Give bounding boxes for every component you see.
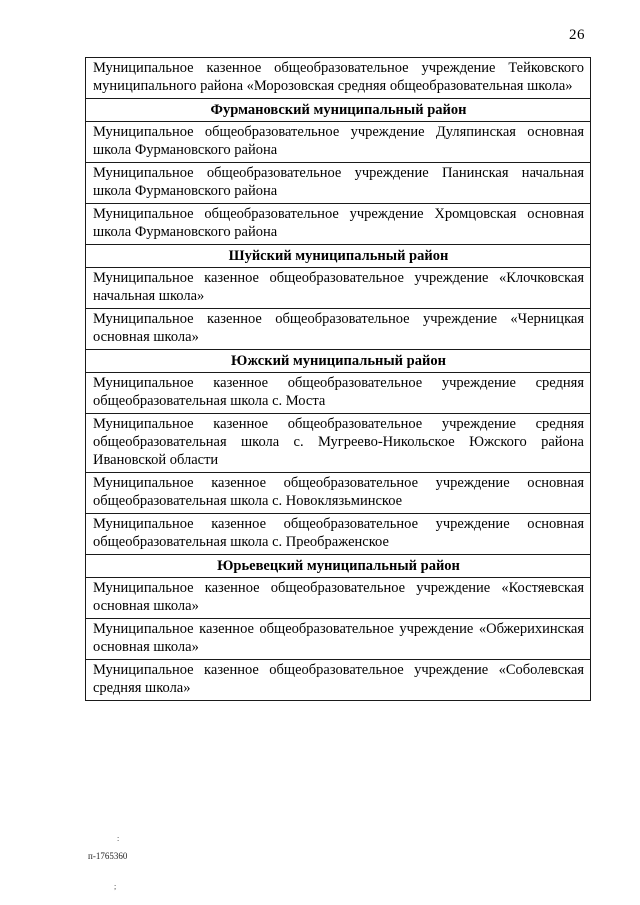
footer-scan-mark-top: : <box>117 834 120 843</box>
district-header-row: Юрьевецкий муниципальный район <box>86 555 590 578</box>
school-row: Муниципальное общеобразовательное учреждение Дуляпинская основная школа Фурмановского района <box>86 122 590 163</box>
school-row: Муниципальное казенное общеобразовательное учреждение «Черницкая основная школа» <box>86 309 590 350</box>
school-row: Муниципальное казенное общеобразовательное учреждение «Костяевская основная школа» <box>86 578 590 619</box>
school-row: Муниципальное общеобразовательное учреждение Панинская начальная школа Фурмановского района <box>86 163 590 204</box>
district-header-row: Южский муниципальный район <box>86 350 590 373</box>
district-header-row: Фурмановский муниципальный район <box>86 99 590 122</box>
school-row: Муниципальное общеобразовательное учреждение Хромцовская основная школа Фурмановского района <box>86 204 590 245</box>
school-row: Муниципальное казенное общеобразовательное учреждение основная общеобразовательная школа с. Новоклязьминское <box>86 473 590 514</box>
school-row: Муниципальное казенное общеобразовательное учреждение «Клочковская начальная школа» <box>86 268 590 309</box>
footer-code: п-1765360 <box>88 851 128 861</box>
districts-table <box>85 57 591 701</box>
school-row: Муниципальное казенное общеобразовательное учреждение основная общеобразовательная школа с. Преображенское <box>86 514 590 555</box>
school-row: Муниципальное казенное общеобразовательное учреждение Тейковского муниципального района «Морозовская средняя общеобразовательная школа» <box>86 58 590 99</box>
district-header-row: Шуйский муниципальный район <box>86 245 590 268</box>
page-number: 26 <box>569 27 585 43</box>
footer-scan-mark-bottom: ; <box>114 882 117 891</box>
school-row: Муниципальное казенное общеобразовательное учреждение «Обжерихинская основная школа» <box>86 619 590 660</box>
school-row: Муниципальное казенное общеобразовательное учреждение средняя общеобразовательная школа с. Мугреево-Никольское Южского района Ивановской области <box>86 414 590 473</box>
school-row: Муниципальное казенное общеобразовательное учреждение «Соболевская средняя школа» <box>93 662 584 696</box>
school-row: Муниципальное казенное общеобразовательное учреждение средняя общеобразовательная школа с. Моста <box>86 373 590 414</box>
